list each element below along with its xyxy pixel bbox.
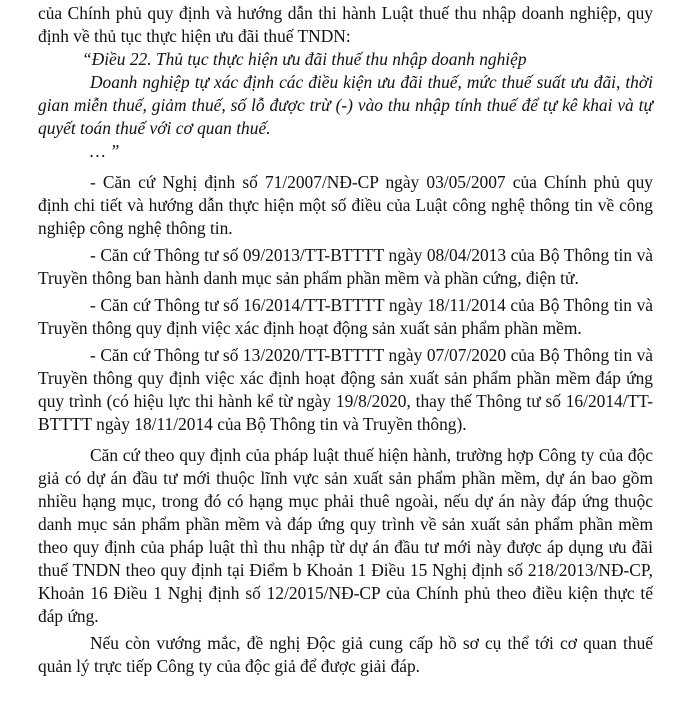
quoted-article-ellipsis: … ” [90,141,120,161]
closing-paragraph: Nếu còn vướng mắc, đề nghị Độc giả cung cấp hồ sơ cụ thể tới cơ quan thuế quản lý trực tiếp Công ty của độc giả để được giải đáp. [38,633,653,676]
legal-basis-item-4: - Căn cứ Thông tư số 13/2020/TT-BTTTT ngày 07/07/2020 của Bộ Thông tin và Truyền thông quy định việc xác định hoạt động sản xuất sản phẩm phần mềm đáp ứng quy trình (có hiệu lực thi hành kể từ ngày 19/8/2020, thay thế Thông tư số 16/2014/TT-BTTTT ngày 18/11/2014 của Bộ Thông tin và Truyền thông). [38,345,653,434]
legal-basis-item-2: - Căn cứ Thông tư số 09/2013/TT-BTTTT ngày 08/04/2013 của Bộ Thông tin và Truyền thông ban hành danh mục sản phẩm phần mềm và phần cứng, điện tử. [38,245,653,288]
main-conclusion-paragraph: Căn cứ theo quy định của pháp luật thuế hiện hành, trường hợp Công ty của độc giả có dự án đầu tư mới thuộc lĩnh vực sản xuất sản phẩm phần mềm, dự án bao gồm nhiều hạng mục, trong đó có hạng mục phải thuê ngoài, nếu dự án này đáp ứng thuộc danh mục sản phẩm phần mềm và đáp ứng quy trình về sản xuất sản phẩm phần mềm theo quy định của pháp luật thì thu nhập từ dự án đầu tư mới này được áp dụng ưu đãi thuế TNDN theo quy định tại Điểm b Khoản 1 Điều 15 Nghị định số 218/2013/NĐ-CP, Khoản 16 Điều 1 Nghị định số 12/2015/NĐ-CP của Chính phủ theo điều kiện thực tế đáp ứng. [38,445,653,626]
legal-basis-item-1: - Căn cứ Nghị định số 71/2007/NĐ-CP ngày 03/05/2007 của Chính phủ quy định chi tiết và hướng dẫn thực hiện một số điều của Luật công nghệ thông tin về công nghiệp công nghệ thông tin. [38,172,653,238]
quoted-article-title: “Điều 22. Thủ tục thực hiện ưu đãi thuế thu nhập doanh nghiệp [82,49,527,69]
intro-paragraph: của Chính phủ quy định và hướng dẫn thi hành Luật thuế thu nhập doanh nghiệp, quy định về thủ tục thực hiện ưu đãi thuế TNDN: [38,3,653,46]
legal-basis-item-3: - Căn cứ Thông tư số 16/2014/TT-BTTTT ngày 18/11/2014 của Bộ Thông tin và Truyền thông quy định việc xác định hoạt động sản xuất sản phẩm phần mềm. [38,295,653,338]
quoted-article-body: Doanh nghiệp tự xác định các điều kiện ưu đãi thuế, mức thuế suất ưu đãi, thời gian miễn thuế, giảm thuế, số lỗ được trừ (-) vào thu nhập tính thuế để tự kê khai và tự quyết toán thuế với cơ quan thuế. [38,72,653,138]
